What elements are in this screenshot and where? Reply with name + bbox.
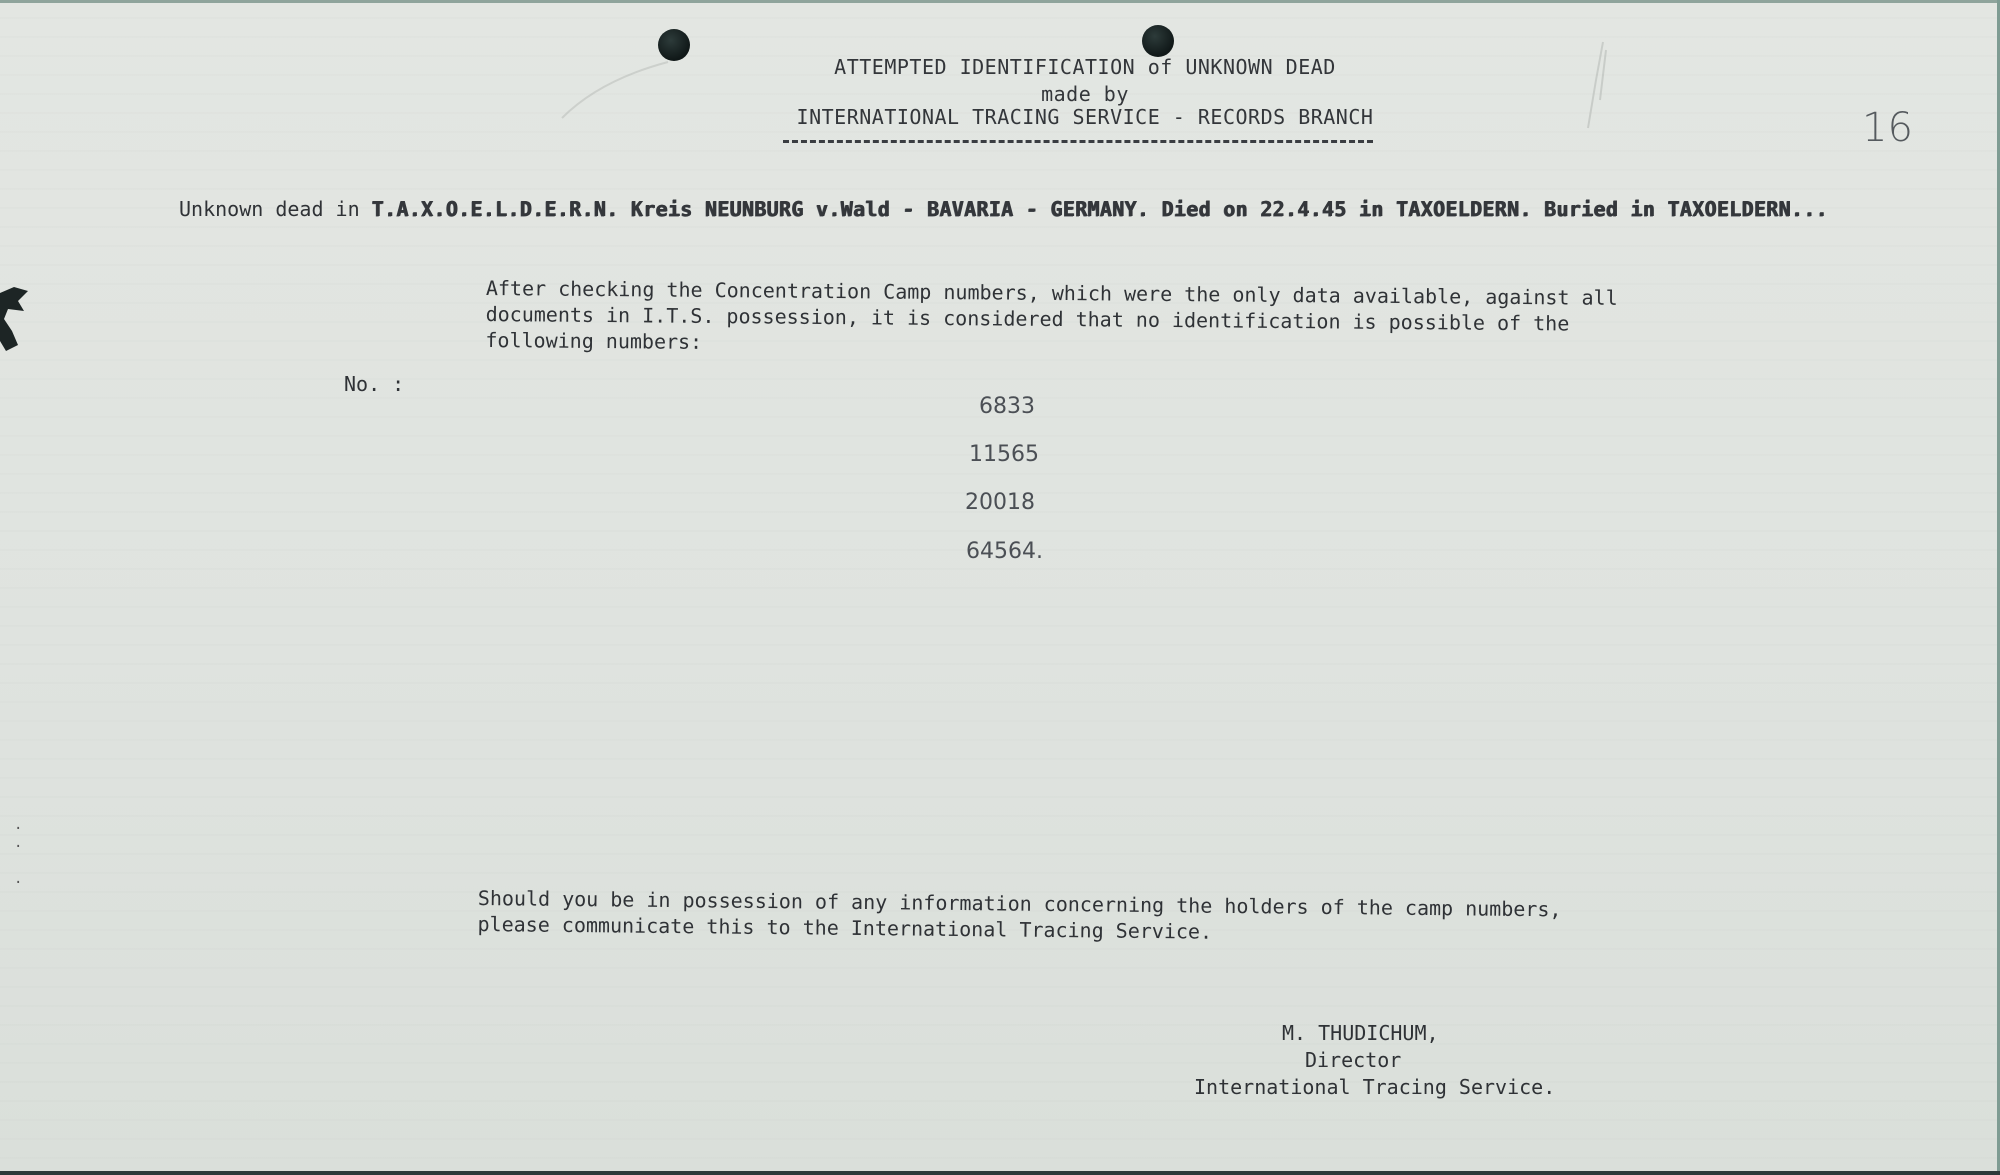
camp-number: 20018 <box>965 490 1035 515</box>
document-title: ATTEMPTED IDENTIFICATION of UNKNOWN DEAD <box>834 55 1336 79</box>
signature-block <box>1190 1020 1600 1101</box>
signatory-organization: International Tracing Service. <box>1194 1075 1556 1099</box>
checking-paragraph <box>485 275 1726 364</box>
pencil-smudge-mark <box>1578 40 1618 130</box>
margin-dots: · · · <box>14 821 23 891</box>
paragraph-line: After checking the Concentration Camp numbers, which were the only data available, against all <box>485 275 1618 310</box>
camp-number: 11565 <box>969 442 1039 467</box>
pencil-stroke-mark <box>560 60 670 120</box>
ink-blot-mark <box>0 285 32 355</box>
signatory-title: Director <box>1305 1048 1402 1072</box>
paragraph-line: following numbers: <box>485 327 703 354</box>
unknown-dead-prefix: Unknown dead in <box>179 197 360 221</box>
page-edge-top <box>0 0 2000 3</box>
signatory-name: M. THUDICHUM, <box>1282 1021 1439 1045</box>
document-issuer: INTERNATIONAL TRACING SERVICE - RECORDS BRANCH <box>796 105 1374 129</box>
punch-hole-left <box>658 29 690 61</box>
numbers-label: No. : <box>344 372 405 396</box>
document-subtitle: made by <box>1041 82 1129 106</box>
request-paragraph <box>477 885 1657 949</box>
paragraph-line: documents in I.T.S. possession, it is considered that no identification is possible of the <box>485 301 1570 336</box>
page-edge-bottom <box>0 1171 2000 1175</box>
page-number: 16 <box>1862 105 1913 151</box>
paragraph-line: Should you be in possession of any information concerning the holders of the camp numbers, <box>477 885 1562 922</box>
paragraph-line: please communicate this to the International Tracing Service. <box>477 911 1213 944</box>
punch-hole-right <box>1142 25 1174 57</box>
unknown-dead-line <box>179 197 1828 221</box>
camp-number: 64564. <box>966 539 1043 564</box>
camp-number: 6833 <box>979 394 1035 419</box>
title-underline <box>783 140 1373 143</box>
unknown-dead-details: T.A.X.O.E.L.D.E.R.N. Kreis NEUNBURG v.Wald - BAVARIA - GERMANY. Died on 22.4.45 in TAXOELDERN. Buried in TAXOELDERN... <box>371 197 1828 221</box>
